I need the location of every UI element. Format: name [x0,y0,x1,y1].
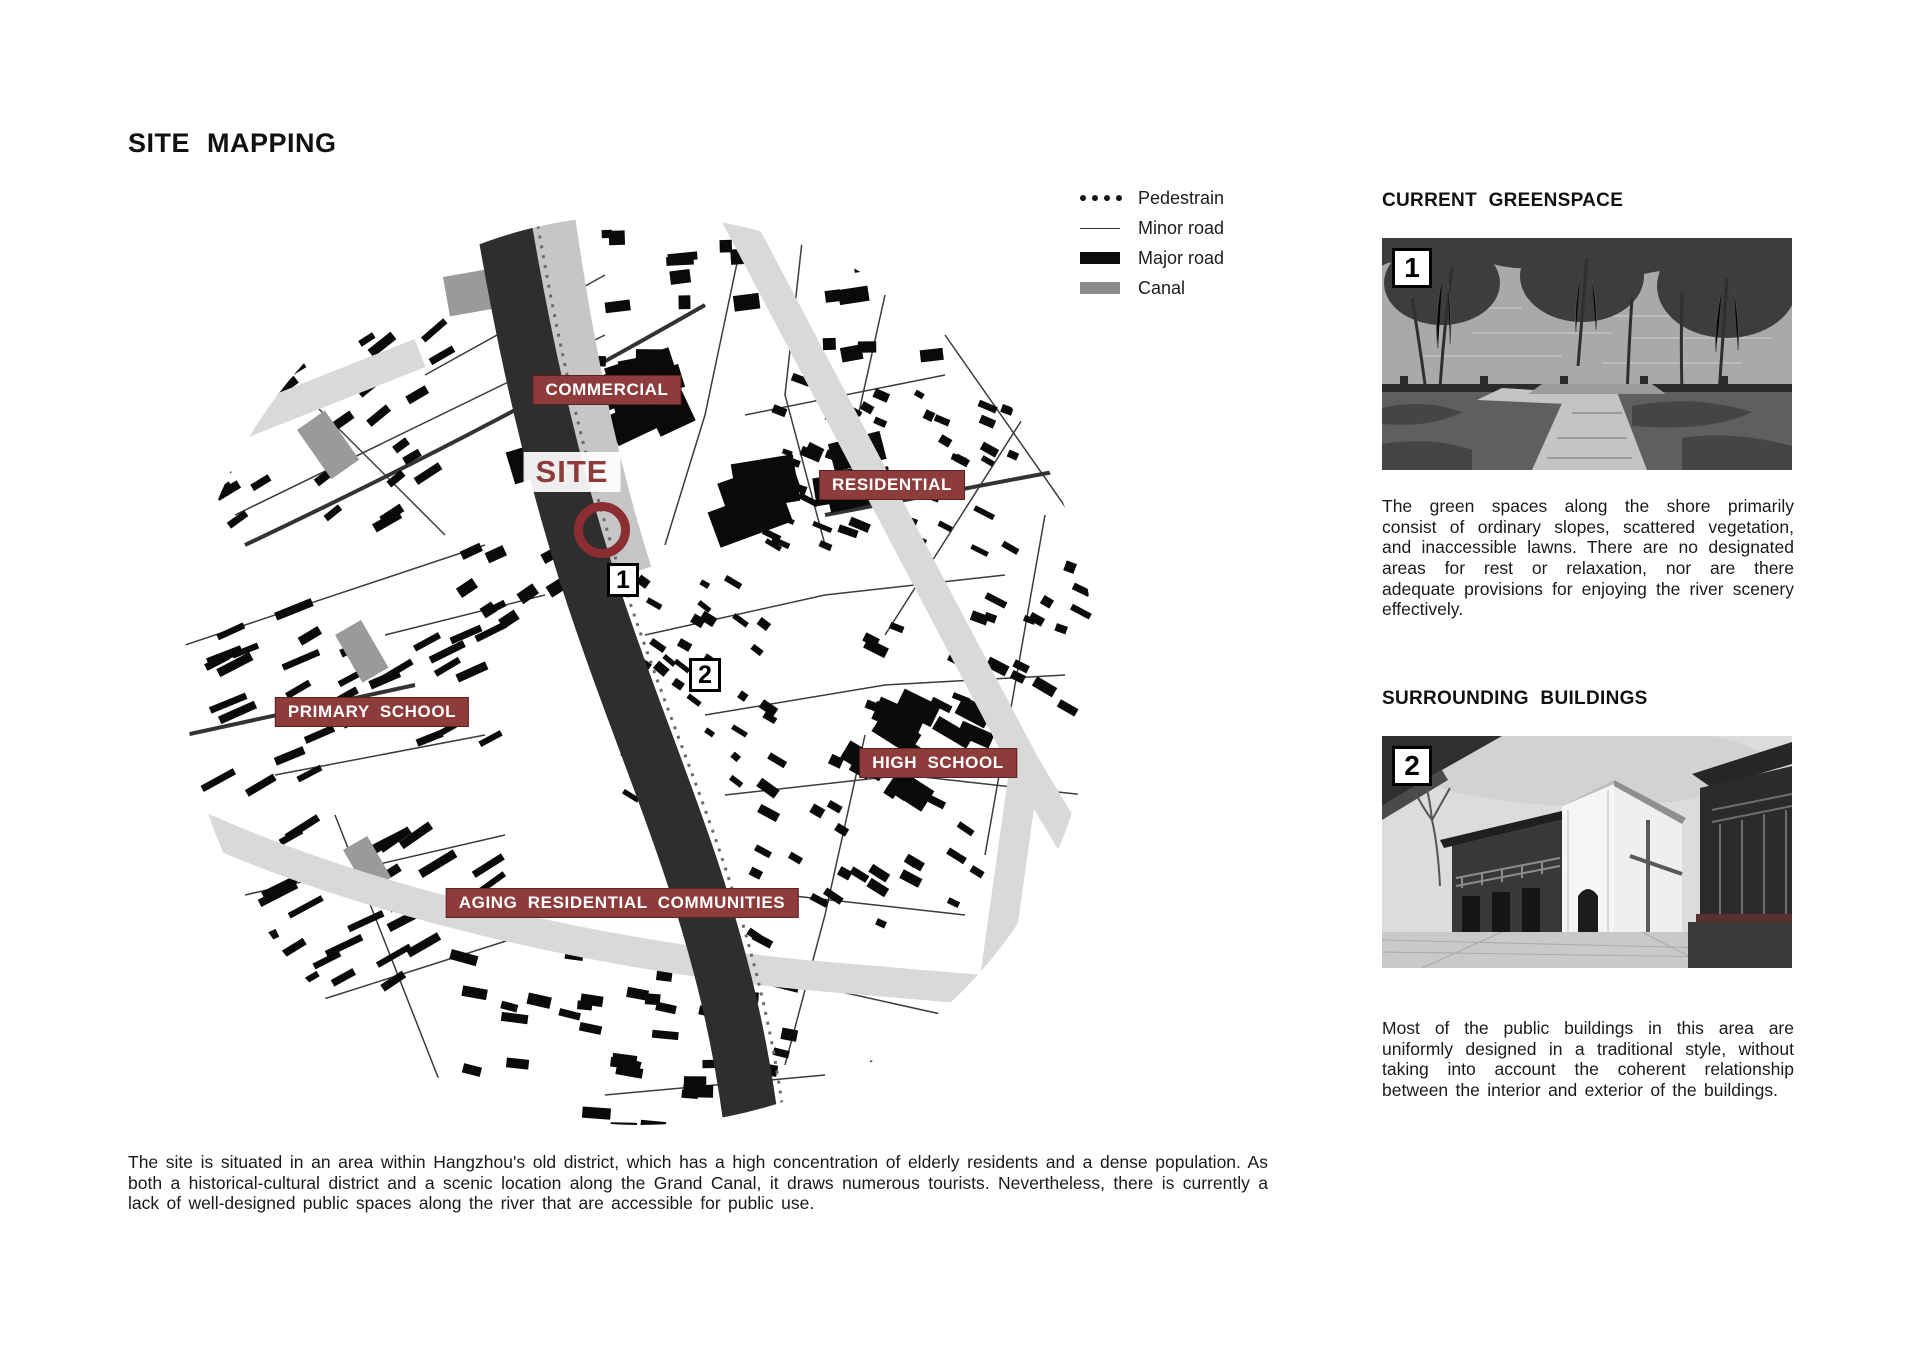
photo-badge-2: 2 [1392,746,1432,786]
legend-label: Minor road [1138,217,1225,238]
legend-label: Major road [1138,247,1225,268]
map-label-primary-school: PRIMARY SCHOOL [275,697,469,727]
minor-road-line-icon [1080,228,1124,229]
greenspace-description: The green spaces along the shore primarily consist of ordinary slopes, scattered vegetation, and inaccessible lawns. There are no designated areas for rest or relaxation, nor are there adequate provisions for enjoying the river scenery effectively. [1382,496,1794,620]
greenspace-photo-illustration [1382,238,1792,470]
legend-item-minor-road [1080,213,1224,243]
site-location-ring [574,502,630,558]
canal-bar-icon [1080,282,1124,294]
buildings-description: Most of the public buildings in this area are uniformly designed in a traditional style, without taking into account the coherent relationship between the interior and exterior of the buildings. [1382,1018,1794,1100]
greenspace-photo [1382,238,1792,470]
legend-item-pedestrian [1080,183,1224,213]
major-road-bar-icon [1080,252,1124,264]
legend-label: Pedestrain [1138,187,1225,208]
photo-badge-1: 1 [1392,248,1432,288]
legend-item-canal [1080,273,1224,303]
pedestrian-dotted-line-icon [1080,195,1124,201]
section-heading-buildings: SURROUNDING BUILDINGS [1382,688,1648,709]
map-label-high-school: HIGH SCHOOL [859,748,1017,778]
map-marker-1: 1 [607,563,639,597]
site-map [185,215,1095,1125]
buildings-photo [1382,736,1792,968]
site-text-label: SITE [524,452,621,492]
legend-item-major-road [1080,243,1224,273]
site-context-paragraph: The site is situated in an area within Hangzhou's old district, which has a high concentration of elderly residents and a dense population. As both a historical-cultural district and a scenic location along the Grand Canal, it draws numerous tourists. Nevertheless, there is currently a lack of well-designed public spaces along the river that are accessible for public use. [128,1152,1268,1214]
section-heading-greenspace: CURRENT GREENSPACE [1382,190,1624,211]
legend-label: Canal [1138,277,1186,298]
figure-ground-map [185,215,1095,1125]
map-marker-2: 2 [689,658,721,692]
map-label-residential: RESIDENTIAL [819,470,965,500]
map-label-aging-residential: AGING RESIDENTIAL COMMUNITIES [446,888,799,918]
buildings-photo-illustration [1382,736,1792,968]
map-legend [1080,183,1224,303]
page-title: SITE MAPPING [128,128,337,158]
map-label-commercial: COMMERCIAL [532,375,681,405]
